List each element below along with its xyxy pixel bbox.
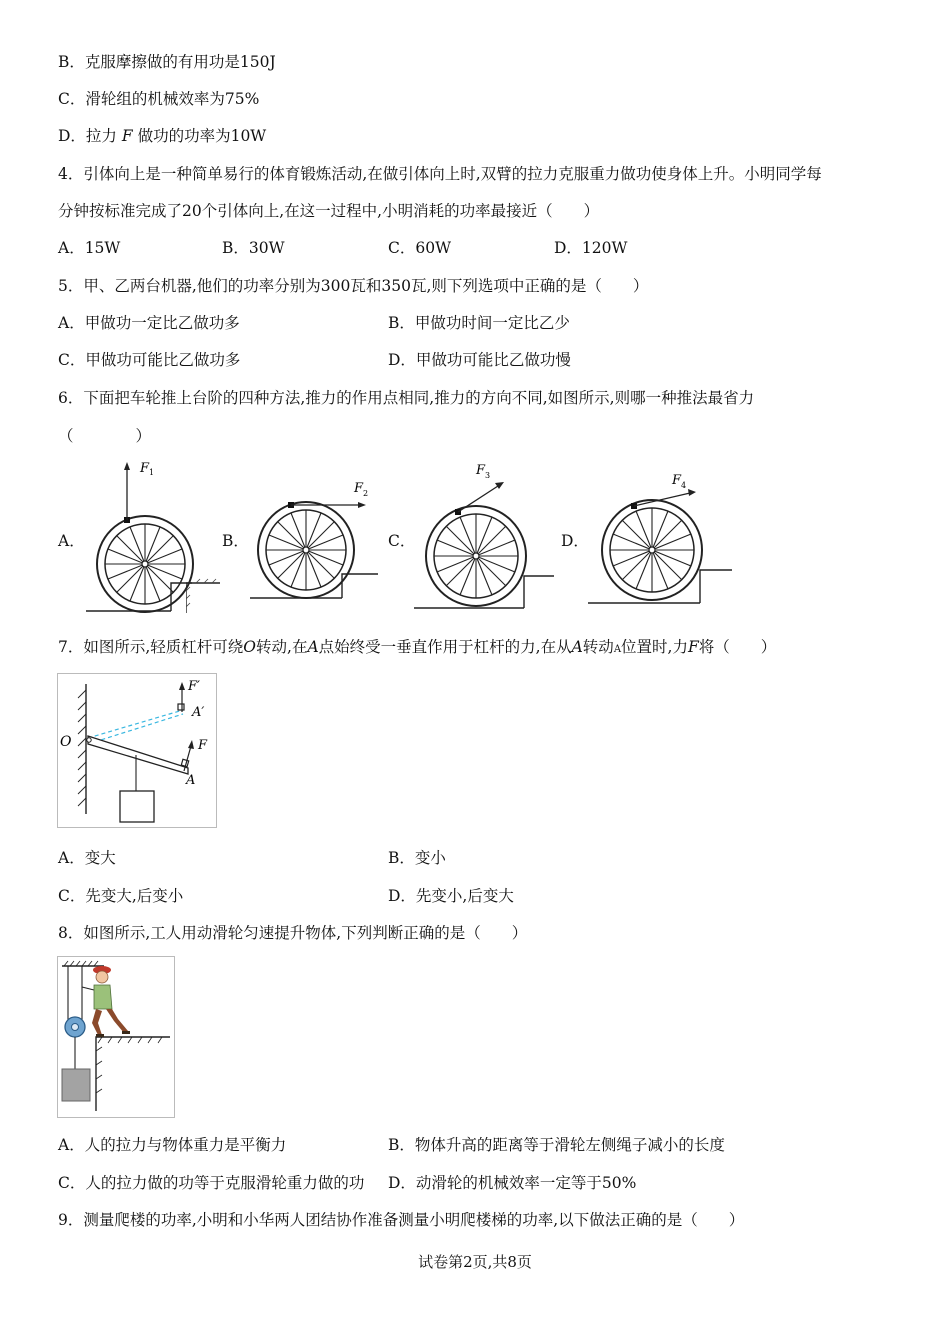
hanging-weight: [120, 791, 154, 822]
q5-option-d: D．甲做功可能比乙做功慢: [388, 351, 571, 369]
wheel-figure-b: [250, 470, 400, 610]
q3-option-c: C．滑轮组的机械效率为75%: [58, 90, 260, 108]
q6-paren: （ ）: [58, 427, 152, 445]
label-f: F: [198, 738, 208, 753]
label-f4-sub: 4: [681, 481, 687, 490]
step-c: [414, 576, 554, 608]
q8-option-d: D．动滑轮的机械效率一定等于50%: [388, 1174, 637, 1192]
pivot-o: [87, 738, 91, 742]
q7-var-a1: A: [307, 638, 319, 656]
wheel-a: [97, 516, 193, 612]
q7-stem: [58, 637, 776, 660]
q7-option-b: B．变小: [388, 849, 446, 867]
q7-stem-part3: 点始终受一垂直作用于杠杆的力,在从: [318, 638, 572, 656]
label-f1-sub: 1: [149, 468, 155, 477]
wheel-figure-d: [586, 462, 746, 610]
q3-option-d-var: F: [121, 127, 133, 145]
q4-option-c: C．60W: [388, 239, 452, 257]
q7-stem-part5: 位置时,力: [621, 638, 688, 656]
force-fprime-arrow: [178, 688, 184, 712]
q7-option-a: A．变大: [58, 849, 116, 867]
label-f-prime: F′: [188, 679, 200, 694]
label-f1: F: [140, 461, 150, 476]
q6-label-c: C．: [388, 532, 416, 550]
q7-var-f: F: [687, 638, 699, 656]
ceiling: [62, 961, 104, 966]
q4-option-b: B．30W: [222, 239, 285, 257]
wall: [78, 684, 86, 814]
label-f3: F: [476, 463, 486, 478]
q7-option-c: C．先变大,后变小: [58, 887, 184, 905]
q3-option-d: [58, 126, 266, 146]
q7-stem-part2: 转动,在: [256, 638, 308, 656]
lever-bar: [88, 736, 188, 774]
label-f4: F: [672, 473, 682, 488]
label-f2-sub: 2: [363, 489, 369, 498]
lever-dashed-position: [88, 710, 183, 744]
q6-label-d: D．: [561, 532, 589, 550]
q8-option-b: B．物体升高的距离等于滑轮左侧绳子减小的长度: [388, 1136, 725, 1154]
q6-label-a: A．: [58, 532, 85, 550]
wheel-c: [426, 506, 526, 606]
q6-stem: 6．下面把车轮推上台阶的四种方法,推力的作用点相同,推力的方向不同,如图所示,则哪一种推法最省力: [58, 389, 755, 407]
ledge: [96, 1037, 170, 1111]
q8-stem: 8．如图所示,工人用动滑轮匀速提升物体,下列判断正确的是（ ）: [58, 924, 528, 942]
q3-option-b: B．克服摩擦做的有用功是150J: [58, 53, 276, 71]
q7-var-o: O: [243, 638, 257, 656]
lever-figure: [58, 674, 216, 827]
page-footer: 试卷第2页,共8页: [418, 1253, 532, 1271]
wheel-d: [602, 500, 702, 600]
q5-stem: 5．甲、乙两台机器,他们的功率分别为300瓦和350瓦,则下列选项中正确的是（ ）: [58, 277, 649, 295]
worker: [92, 966, 130, 1037]
q9-stem: 9．测量爬楼的功率,小明和小华两人团结协作准备测量小明爬楼梯的功率,以下做法正确的是（ ）: [58, 1211, 745, 1229]
label-a-prime: A′: [192, 705, 205, 720]
step-b: [250, 574, 378, 598]
q7-var-a3: A: [613, 644, 622, 655]
wheel-figure-a: [84, 458, 194, 614]
q7-var-a2: A: [571, 638, 583, 656]
q7-stem-part1: 7．如图所示,轻质杠杆可绕: [58, 638, 244, 656]
q7-option-d: D．先变小,后变大: [388, 887, 514, 905]
q3-option-d-post: 做功的功率为10W: [137, 127, 267, 145]
pulley-figure: [58, 957, 174, 1117]
q7-stem-part4: 转动: [582, 638, 614, 656]
wheel-b: [258, 502, 354, 598]
q8-option-c: C．人的拉力做的功等于克服滑轮重力做的功: [58, 1174, 365, 1192]
label-f2: F: [354, 481, 364, 496]
label-f3-sub: 3: [485, 471, 491, 480]
q8-option-a: A．人的拉力与物体重力是平衡力: [58, 1136, 287, 1154]
q4-stem-line1: 4．引体向上是一种简单易行的体育锻炼活动,在做引体向上时,双臂的拉力克服重力做功使身体上升。小明同学每: [58, 165, 822, 183]
q5-option-a: A．甲做功一定比乙做功多: [58, 314, 240, 332]
q4-option-d: D．120W: [554, 239, 628, 257]
q3-option-d-pre: D．拉力: [58, 127, 117, 145]
movable-pulley: [65, 1017, 85, 1037]
q5-option-c: C．甲做功可能比乙做功多: [58, 351, 241, 369]
q4-stem-line2: 分钟按标准完成了20个引体向上,在这一过程中,小明消耗的功率最接近（ ）: [58, 202, 600, 220]
q4-option-a: A．15W: [58, 239, 121, 257]
step-block-a: [186, 577, 220, 617]
label-a: A: [186, 773, 196, 788]
load-block: [62, 1069, 90, 1101]
q7-stem-part6: 将（ ）: [698, 638, 777, 656]
q6-label-b: B．: [222, 532, 249, 550]
force-arrow-f4: [634, 493, 690, 506]
label-o: O: [60, 734, 72, 750]
q5-option-b: B．甲做功时间一定比乙少: [388, 314, 570, 332]
wheel-figure-c: [414, 458, 574, 614]
